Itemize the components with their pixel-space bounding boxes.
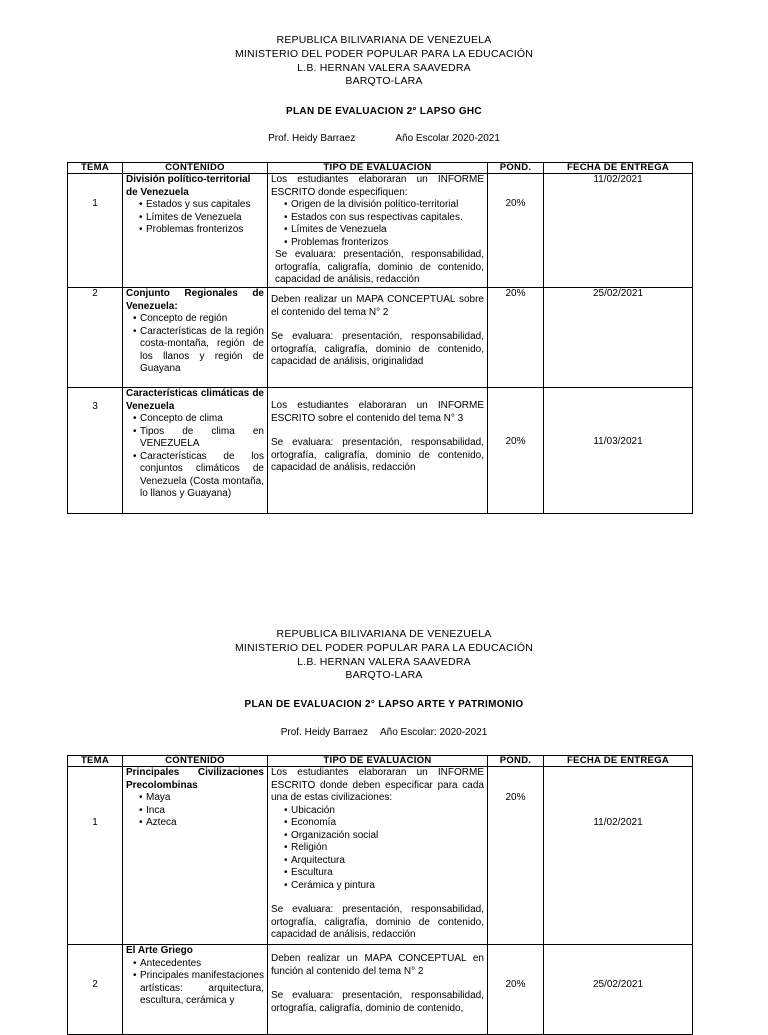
content-cell xyxy=(123,288,268,388)
list-item: • Arquitectura xyxy=(291,855,484,868)
institution-header xyxy=(0,34,768,89)
due-date-cell: 25/02/2021 xyxy=(544,945,693,1035)
list-item: • Estados y sus capitales xyxy=(146,199,264,212)
evaluation-criteria: Se evaluara: presentación, responsabilidad, ortografía, caligrafía, dominio de contenido, capacidad de análisis, redacción xyxy=(275,249,484,285)
column-header: FECHA DE ENTREGA xyxy=(544,163,693,174)
evaluation-criteria: Se evaluara: presentación, responsabilidad, ortografía, caligrafía, dominio de contenido, capacidad de análisis, originalidad xyxy=(271,331,484,367)
due-date-cell: 11/02/2021 xyxy=(544,767,693,945)
list-item: • Problemas fronterizos xyxy=(146,224,264,237)
plan-title: PLAN DE EVALUACION 2° LAPSO GHC xyxy=(286,106,482,117)
column-header: TEMA xyxy=(68,163,123,174)
table-row xyxy=(68,945,693,1035)
list-item: • Características de los conjuntos climáticos de Venezuela (Costa montaña, lo llanos y Guayana) xyxy=(140,451,264,501)
evaluation-table xyxy=(67,755,693,1035)
content-list xyxy=(126,792,264,830)
table-row xyxy=(68,288,693,388)
list-item: • Concepto de clima xyxy=(140,413,264,426)
tema-cell: 2 xyxy=(68,288,123,388)
column-header: TEMA xyxy=(68,756,123,767)
column-header: CONTENIDO xyxy=(123,163,268,174)
due-date-cell: 25/02/2021 xyxy=(544,288,693,388)
teacher-line xyxy=(0,133,768,144)
table-row xyxy=(68,767,693,945)
list-item: • Maya xyxy=(146,792,264,805)
header-line: REPUBLICA BILIVARIANA DE VENEZUELA xyxy=(276,34,492,46)
header-line: REPUBLICA BILIVARIANA DE VENEZUELA xyxy=(276,628,492,640)
content-title: Conjunto Regionales de Venezuela: xyxy=(126,288,264,312)
column-header: TIPO DE EVALUACION xyxy=(268,756,488,767)
header-line: L.B. HERNAN VALERA SAAVEDRA xyxy=(297,655,471,668)
list-item: • Escultura xyxy=(291,867,484,880)
weight-cell: 20% xyxy=(488,174,544,288)
weight-cell: 20% xyxy=(488,288,544,388)
evaluation-list xyxy=(271,199,484,249)
content-cell xyxy=(123,174,268,288)
weight-cell: 20% xyxy=(488,767,544,945)
list-item: • Antecedentes xyxy=(140,958,264,971)
evaluation-cell xyxy=(268,288,488,388)
list-item: • Tipos de clima en VENEZUELA xyxy=(140,426,264,451)
evaluation-cell xyxy=(268,388,488,514)
column-header: POND. xyxy=(488,163,544,174)
evaluation-criteria: Se evaluara: presentación, responsabilidad, ortografía, caligrafía, dominio de contenido, capacidad de análisis, redacción xyxy=(271,437,484,473)
content-title: Principales Civilizaciones Precolombinas xyxy=(126,767,264,791)
list-item: • Límites de Venezuela xyxy=(291,224,484,237)
plan-title: PLAN DE EVALUACION 2° LAPSO ARTE Y PATRIMONIO xyxy=(244,699,524,710)
header-line: MINISTERIO DEL PODER POPULAR PARA LA EDUCACIÓN xyxy=(234,641,534,654)
list-item: • Economía xyxy=(291,817,484,830)
column-header: FECHA DE ENTREGA xyxy=(544,756,693,767)
evaluation-cell xyxy=(268,174,488,288)
due-date-cell: 11/03/2021 xyxy=(544,388,693,514)
evaluation-cell xyxy=(268,767,488,945)
list-item: • Ubicación xyxy=(291,805,484,818)
content-list xyxy=(126,313,264,376)
evaluation-criteria: Se evaluara: presentación, responsabilidad, ortografía, caligrafía, dominio de contenido, capacidad de análisis, redacción xyxy=(271,904,484,940)
list-item: • Problemas fronterizos xyxy=(291,237,484,250)
evaluation-list xyxy=(271,805,484,893)
list-item: • Azteca xyxy=(146,817,264,830)
header-line: BARQTO-LARA xyxy=(345,75,423,88)
evaluation-intro: Deben realizar un MAPA CONCEPTUAL sobre el contenido del tema N° 2 xyxy=(271,294,484,318)
evaluation-cell xyxy=(268,945,488,1035)
tema-cell: 2 xyxy=(68,945,123,1035)
table-header-row xyxy=(68,756,693,767)
teacher-line xyxy=(0,727,768,738)
content-list xyxy=(126,413,264,501)
evaluation-table xyxy=(67,162,693,514)
evaluation-criteria: Se evaluara: presentación, responsabilidad, ortografía, caligrafía, dominio de contenido, xyxy=(271,990,484,1014)
header-line: BARQTO-LARA xyxy=(345,669,423,682)
list-item: • Límites de Venezuela xyxy=(146,212,264,225)
school-year: Año Escolar: 2020-2021 xyxy=(379,727,488,738)
content-cell xyxy=(123,945,268,1035)
teacher-name: Prof. Heidy Barraez xyxy=(280,727,368,738)
list-item: • Estados con sus respectivas capitales. xyxy=(291,212,484,225)
tema-cell: 3 xyxy=(68,388,123,514)
content-list xyxy=(126,199,264,237)
table-header-row xyxy=(68,163,693,174)
content-title: El Arte Griego xyxy=(126,945,193,956)
list-item: • Inca xyxy=(146,805,264,818)
list-item: • Características de la región costa-montaña, región de los llanos y región de Guayana xyxy=(140,326,264,376)
list-item: • Concepto de región xyxy=(140,313,264,326)
list-item: • Principales manifestaciones artísticas: arquitectura, escultura, cerámica y xyxy=(140,970,264,1008)
evaluation-intro: Los estudiantes elaboraran un INFORME ESCRITO donde especifiquen: xyxy=(271,174,484,198)
header-line: MINISTERIO DEL PODER POPULAR PARA LA EDUCACIÓN xyxy=(234,47,534,60)
institution-header xyxy=(0,628,768,683)
list-item: • Origen de la división político-territorial xyxy=(291,199,484,212)
content-title: División político-territorial de Venezuela xyxy=(126,174,251,198)
due-date-cell: 11/02/2021 xyxy=(544,174,693,288)
content-cell xyxy=(123,767,268,945)
table-row xyxy=(68,388,693,514)
content-list xyxy=(126,958,264,1008)
column-header: POND. xyxy=(488,756,544,767)
column-header: CONTENIDO xyxy=(123,756,268,767)
teacher-name: Prof. Heidy Barraez xyxy=(268,133,356,144)
evaluation-intro: Los estudiantes elaboraran un INFORME ESCRITO sobre el contenido del tema N° 3 xyxy=(271,400,484,424)
tema-cell: 1 xyxy=(68,767,123,945)
weight-cell: 20% xyxy=(488,388,544,514)
school-year: Año Escolar 2020-2021 xyxy=(395,133,500,144)
content-title: Características climáticas de Venezuela xyxy=(126,388,264,412)
tema-cell: 1 xyxy=(68,174,123,288)
column-header: TIPO DE EVALUACION xyxy=(268,163,488,174)
list-item: • Organización social xyxy=(291,830,484,843)
list-item: • Religión xyxy=(291,842,484,855)
list-item: • Cerámica y pintura xyxy=(291,880,484,893)
evaluation-intro: Deben realizar un MAPA CONCEPTUAL en función al contenido del tema N° 2 xyxy=(271,953,484,977)
weight-cell: 20% xyxy=(488,945,544,1035)
evaluation-intro: Los estudiantes elaboraran un INFORME ESCRITO donde deben especificar para cada una de estas civilizaciones: xyxy=(271,767,484,803)
table-row xyxy=(68,174,693,288)
header-line: L.B. HERNAN VALERA SAAVEDRA xyxy=(297,61,471,74)
content-cell xyxy=(123,388,268,514)
